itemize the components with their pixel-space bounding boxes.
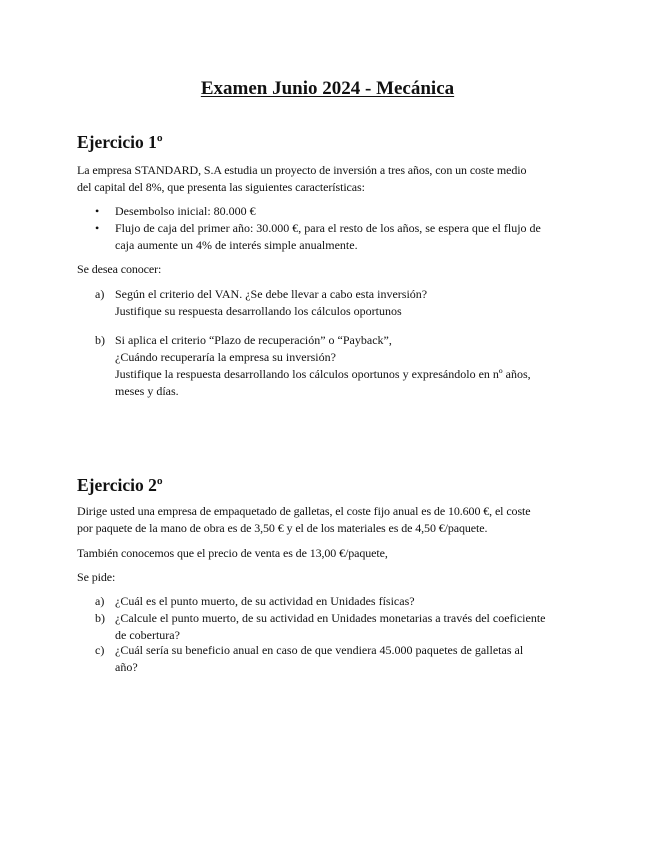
question-line: año? [115, 660, 138, 674]
exercise-1-ask: Se desea conocer: [77, 262, 162, 276]
exercise-1-intro [77, 162, 577, 196]
question-marker: b) [95, 333, 105, 347]
question-line: Si aplica el criterio “Plazo de recuperación” o “Payback”, [115, 333, 392, 347]
question-line: ¿Cuál sería su beneficio anual en caso de que vendiera 45.000 paquetes de galletas al [115, 643, 524, 657]
question-marker: a) [95, 594, 105, 608]
paragraph-line: La empresa STANDARD, S.A estudia un proyecto de inversión a tres años, con un coste medio [77, 163, 527, 177]
paragraph-line: Dirige usted una empresa de empaquetado de galletas, el coste fijo anual es de 10.600 €, el coste [77, 504, 531, 518]
question-line: Justifique su respuesta desarrollando los cálculos oportunos [115, 304, 402, 318]
paragraph-line: por paquete de la mano de obra es de 3,50 € y el de los materiales es de 4,50 €/paquete. [77, 521, 488, 535]
question-line: Justifique la respuesta desarrollando los cálculos oportunos y expresándolo en nº años, [115, 367, 531, 381]
exercise-1-heading: Ejercicio 1º [77, 132, 163, 152]
page-title: Examen Junio 2024 - Mecánica [200, 78, 455, 99]
bullet-line: caja aumente un 4% de interés simple anualmente. [115, 238, 358, 252]
question-line: Según el criterio del VAN. ¿Se debe llevar a cabo esta inversión? [115, 287, 428, 301]
question-line: de cobertura? [115, 628, 180, 642]
question-line: ¿Cuándo recuperaría la empresa su inversión? [115, 350, 336, 364]
exercise-2-intro [77, 503, 577, 537]
question-line: meses y días. [115, 384, 179, 398]
exercise-2-price: También conocemos que el precio de venta es de 13,00 €/paquete, [77, 546, 388, 560]
exercise-2-heading: Ejercicio 2º [77, 475, 163, 495]
paragraph-line: del capital del 8%, que presenta las siguientes características: [77, 180, 365, 194]
question-marker: b) [95, 611, 105, 625]
bullet-line: Flujo de caja del primer año: 30.000 €, para el resto de los años, se espera que el flujo de [115, 221, 541, 235]
question-line: ¿Cuál es el punto muerto, de su actividad en Unidades físicas? [115, 594, 415, 608]
question-line: ¿Calcule el punto muerto, de su actividad en Unidades monetarias a través del coeficiente [115, 611, 546, 625]
question-marker: a) [95, 287, 105, 301]
bullet-marker: • [95, 204, 100, 218]
exercise-2-ask: Se pide: [77, 570, 116, 584]
bullet-marker: • [95, 221, 100, 235]
question-marker: c) [95, 643, 105, 657]
bullet-line: Desembolso inicial: 80.000 € [115, 204, 256, 218]
